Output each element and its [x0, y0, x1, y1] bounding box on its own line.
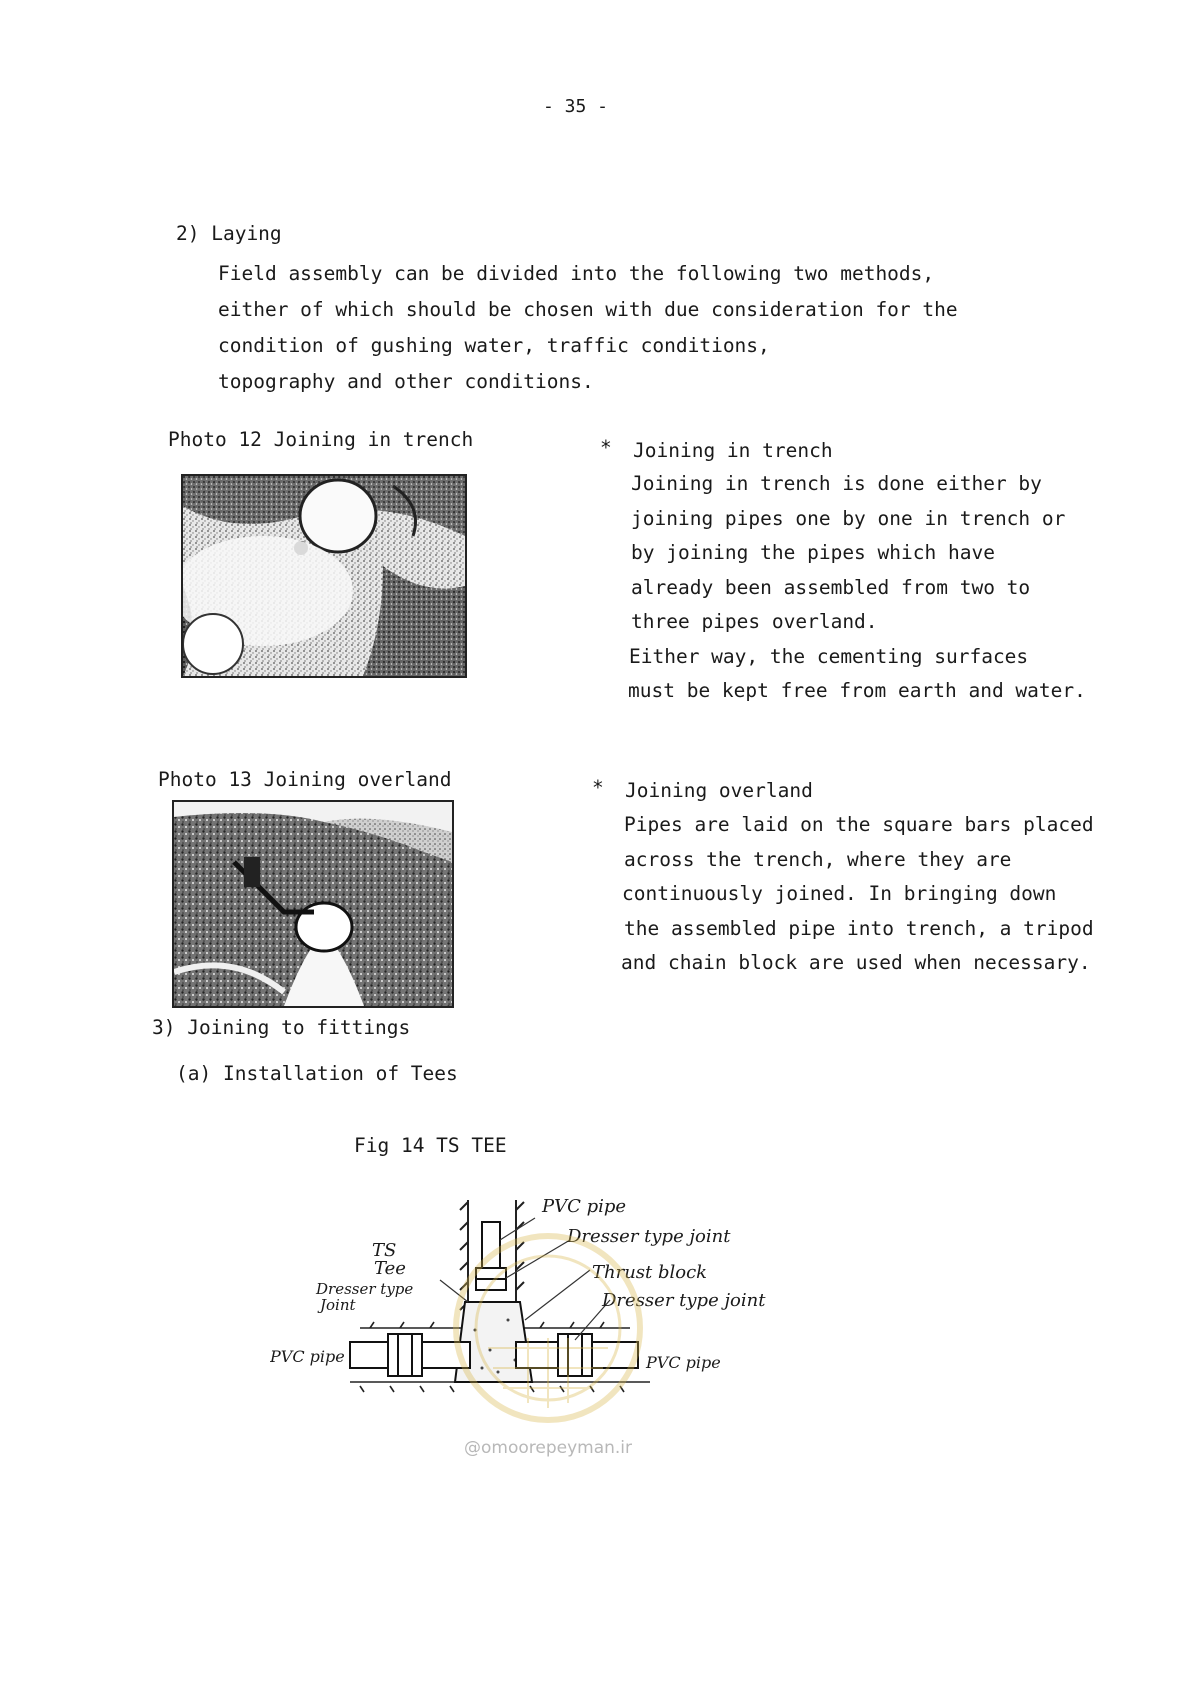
- joining-trench-line: Joining in trench is done either by: [631, 472, 1042, 495]
- label-ts: TS: [372, 1240, 397, 1261]
- joining-trench-line: joining pipes one by one in trench or: [631, 506, 1066, 530]
- photo13-drawing: [174, 802, 452, 1006]
- label-dresser-left-2: Joint: [320, 1296, 356, 1314]
- figure14-caption: Fig 14 TS TEE: [354, 1134, 507, 1157]
- photo13-image: [172, 800, 454, 1008]
- page-number: - 35 -: [543, 96, 609, 117]
- laying-line: condition of gushing water, traffic conditions,: [218, 334, 770, 357]
- section-heading-laying: 2) Laying: [176, 222, 282, 245]
- label-dresser-left-1: Dresser type: [316, 1280, 414, 1298]
- label-thrust-block: Thrust block: [592, 1262, 708, 1283]
- watermark-seal: [448, 1228, 648, 1428]
- label-pvc-pipe-left: PVC pipe: [270, 1347, 345, 1366]
- laying-line: topography and other conditions.: [218, 370, 594, 393]
- laying-paragraph: [218, 256, 958, 400]
- joining-overland-line: across the trench, where they are: [624, 847, 1012, 871]
- joining-trench-line: three pipes overland.: [631, 610, 878, 633]
- label-dresser-top: Dresser type joint: [567, 1226, 731, 1247]
- bullet-joining-overland: *: [592, 776, 604, 799]
- subsection-tees: (a) Installation of Tees: [176, 1062, 458, 1085]
- joining-trench-line: Either way, the cementing surfaces: [629, 644, 1029, 668]
- joining-trench-line: by joining the pipes which have: [631, 541, 995, 564]
- joining-trench-line: must be kept free from earth and water.: [628, 679, 1086, 702]
- joining-trench-line: already been assembled from two to: [631, 575, 1031, 599]
- photo12-image: [181, 474, 467, 678]
- joining-trench-paragraph: [628, 467, 1086, 709]
- bullet-joining-trench: *: [600, 436, 612, 459]
- photo12-drawing: [183, 476, 465, 676]
- label-pvc-pipe-top: PVC pipe: [542, 1196, 627, 1217]
- label-tee: Tee: [374, 1258, 406, 1279]
- photo13-caption: Photo 13 Joining overland: [158, 768, 452, 791]
- laying-line: Field assembly can be divided into the following two methods,: [218, 262, 935, 285]
- laying-line: either of which should be chosen with due consideration for the: [218, 298, 958, 321]
- label-pvc-pipe-right: PVC pipe: [646, 1353, 721, 1372]
- section-heading-fittings: 3) Joining to fittings: [152, 1016, 411, 1039]
- joining-overland-line: the assembled pipe into trench, a tripod: [624, 916, 1094, 940]
- joining-overland-line: Pipes are laid on the square bars placed: [624, 813, 1094, 836]
- joining-trench-title: Joining in trench: [633, 439, 833, 462]
- photo12-caption: Photo 12 Joining in trench: [168, 428, 474, 451]
- joining-overland-title: Joining overland: [625, 779, 813, 802]
- joining-overland-line: and chain block are used when necessary.: [621, 951, 1091, 974]
- watermark-text: @omoorepeyman.ir: [464, 1438, 633, 1458]
- joining-overland-line: continuously joined. In bringing down: [622, 882, 1057, 905]
- label-dresser-right: Dresser type joint: [602, 1290, 766, 1311]
- joining-overland-paragraph: [621, 808, 1094, 981]
